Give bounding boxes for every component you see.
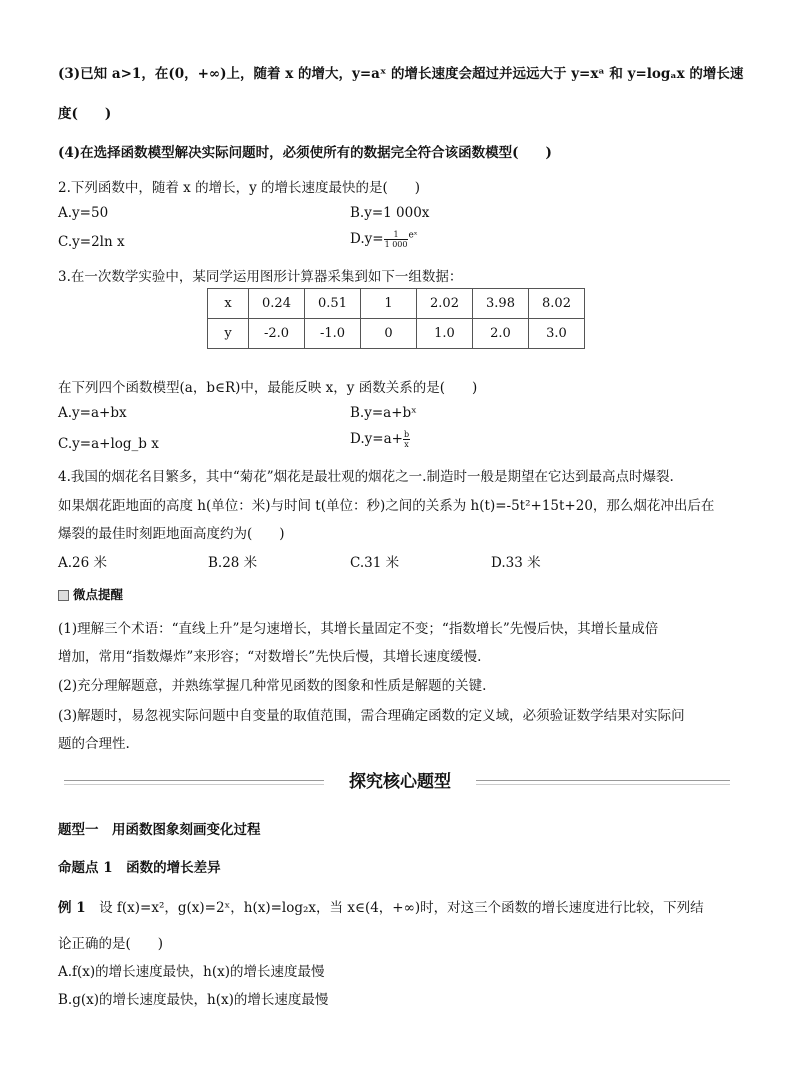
section-title: 探究核心题型: [349, 772, 451, 792]
tip-1-line-1: (1)理解三个术语：“直线上升”是匀速增长，其增长量固定不变；“指数增长”先慢后快，其增长量成倍: [58, 621, 659, 637]
tip-1-line-2: 增加，常用“指数爆炸”来形容；“对数增长”先快后慢，其增长速度缓慢.: [58, 649, 482, 665]
section-divider-right-shadow: [476, 784, 730, 785]
table-cell: 1.0: [417, 319, 473, 349]
q4-option-b: B.28 米: [208, 555, 258, 571]
example-1-label: 例 1: [58, 900, 86, 916]
example-1-line-1: [58, 896, 704, 916]
table-header-x: x: [208, 289, 249, 319]
table-header-y: y: [208, 319, 249, 349]
section-divider-left-shadow: [64, 784, 324, 785]
question-part-3-line-1: (3)已知 a>1，在(0，+∞)上，随着 x 的增大，y=aˣ 的增长速度会超过并远远大于 y=xᵃ 和 y=logₐx 的增长速: [58, 66, 744, 82]
example-1-line-2: 论正确的是( ): [58, 936, 164, 952]
q2-option-a: A.y=50: [58, 205, 109, 221]
tip-2: (2)充分理解题意，并熟练掌握几种常见函数的图象和性质是解题的关键.: [58, 678, 487, 694]
q2-d-numerator: 1: [384, 230, 409, 240]
table-cell: 2.02: [417, 289, 473, 319]
tips-icon: [58, 590, 69, 601]
example-1-text: 设 f(x)=x²，g(x)=2ˣ，h(x)=log₂x，当 x∈(4，+∞)时，对这三个函数的增长速度进行比较，下列结: [85, 900, 704, 916]
question-type-heading: 题型一 用函数图象刻画变化过程: [58, 822, 261, 838]
tip-3-line-1: (3)解题时，易忽视实际问题中自变量的取值范围，需合理确定函数的定义域，必须验证数学结果对实际问: [58, 708, 685, 724]
table-cell: -2.0: [249, 319, 305, 349]
tip-3-line-2: 题的合理性.: [58, 736, 130, 752]
q2-option-d: [350, 230, 418, 249]
q3-option-d: [350, 430, 410, 449]
q3-stem: 3.在一次数学实验中，某同学运用图形计算器采集到如下一组数据：: [58, 269, 463, 285]
q3-d-numerator: b: [403, 430, 410, 439]
q3-option-d-prefix: D.y=a+: [350, 431, 403, 447]
section-divider-left: [64, 780, 324, 781]
q4-line-1: 4.我国的烟花名目繁多，其中“菊花”烟花是最壮观的烟花之一.制造时一般是期望在它达到最高点时爆裂.: [58, 469, 674, 485]
q4-option-d: D.33 米: [491, 555, 541, 571]
q3-option-c: C.y=a+log_b x: [58, 436, 159, 452]
table-cell: -1.0: [305, 319, 361, 349]
table-cell: 0: [361, 319, 417, 349]
q2-option-d-fraction: [384, 230, 409, 249]
q4-option-a: A.26 米: [58, 555, 108, 571]
q4-option-c: C.31 米: [350, 555, 400, 571]
section-divider-right: [476, 780, 730, 781]
table-cell: 3.98: [473, 289, 529, 319]
q4-line-3: 爆裂的最佳时刻距地面高度约为( ): [58, 526, 285, 542]
question-part-3-line-2: 度( ): [58, 106, 112, 122]
q3-question: 在下列四个函数模型(a，b∈R)中，最能反映 x，y 函数关系的是( ): [58, 380, 478, 396]
table-cell: 3.0: [529, 319, 585, 349]
table-row-x: [208, 289, 585, 319]
q4-line-2: 如果烟花距地面的高度 h(单位：米)与时间 t(单位：秒)之间的关系为 h(t)=-5t²+15t+20，那么烟花冲出后在: [58, 498, 715, 514]
q2-stem: 2.下列函数中，随着 x 的增长，y 的增长速度最快的是( ): [58, 180, 421, 196]
tips-heading: [58, 585, 123, 603]
table-cell: 1: [361, 289, 417, 319]
q2-option-c: C.y=2ln x: [58, 234, 125, 250]
table-row-y: [208, 319, 585, 349]
q2-d-denominator: 1 000: [384, 240, 408, 249]
q3-d-denominator: x: [404, 440, 409, 449]
table-cell: 8.02: [529, 289, 585, 319]
q3-option-b: B.y=a+bˣ: [350, 405, 417, 421]
q2-option-d-prefix: D.y=: [350, 231, 384, 247]
example-1-option-a: A.f(x)的增长速度最快，h(x)的增长速度最慢: [58, 964, 325, 980]
example-1-option-b: B.g(x)的增长速度最快，h(x)的增长速度最慢: [58, 992, 329, 1008]
table-cell: 2.0: [473, 319, 529, 349]
q3-data-table: [207, 288, 585, 349]
table-cell: 0.24: [249, 289, 305, 319]
proposition-point-heading: 命题点 1 函数的增长差异: [58, 860, 221, 876]
q3-option-a: A.y=a+bx: [58, 405, 127, 421]
question-part-4: (4)在选择函数模型解决实际问题时，必须使所有的数据完全符合该函数模型( ): [58, 145, 552, 161]
q2-option-b: B.y=1 000x: [350, 205, 430, 221]
q2-option-d-suffix: eˣ: [408, 230, 418, 241]
q3-option-d-fraction: [403, 430, 410, 449]
tips-heading-text: 微点提醒: [73, 587, 124, 602]
table-cell: 0.51: [305, 289, 361, 319]
